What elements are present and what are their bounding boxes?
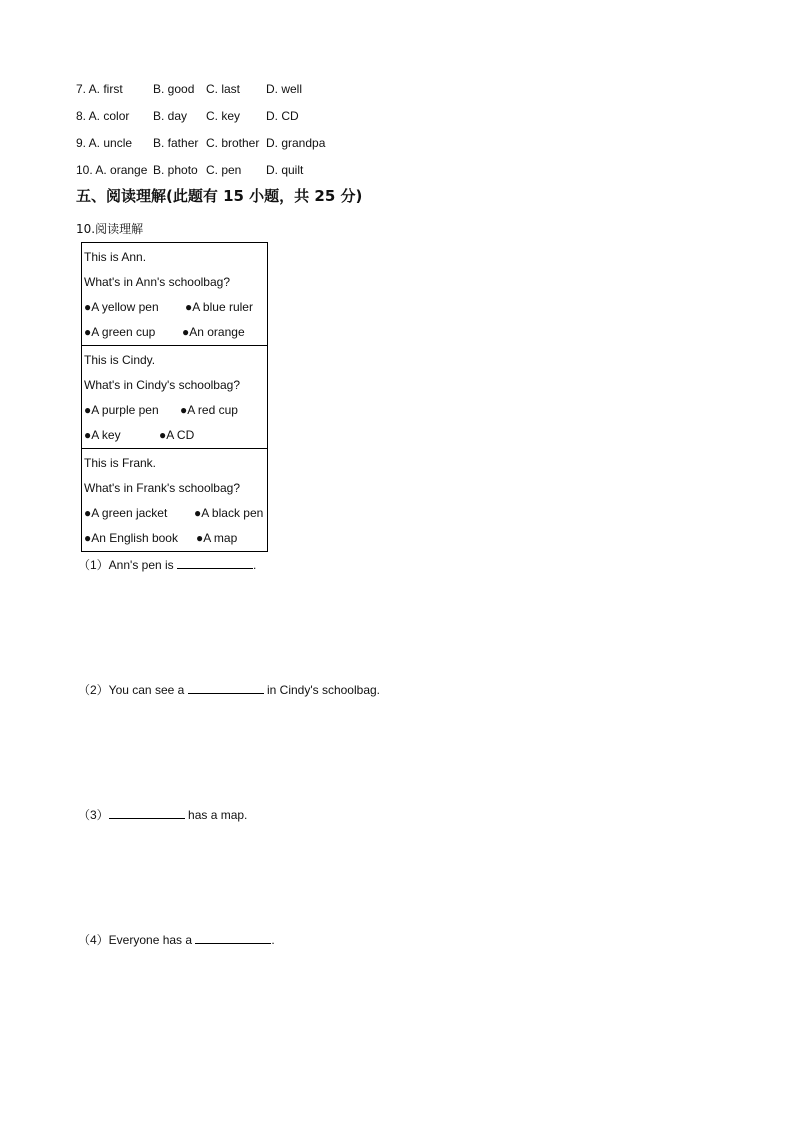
- answer-blank[interactable]: [188, 682, 264, 694]
- reading-block-ann: [82, 243, 267, 346]
- option-c: C. brother: [206, 136, 260, 150]
- option-b: B. good: [153, 82, 195, 96]
- reading-table: [81, 242, 268, 552]
- list-item: ●A yellow pen: [84, 300, 159, 314]
- section-heading: 五、阅读理解(此题有 15 小题，共 25 分): [76, 187, 363, 205]
- question-text: （2）You can see a: [78, 683, 188, 697]
- list-item: ●A key: [84, 428, 121, 442]
- list-item: ●A green jacket: [84, 506, 168, 520]
- list-item: ●A black pen: [194, 506, 264, 520]
- option-b: B. day: [153, 109, 188, 123]
- block-intro: This is Frank.: [84, 456, 157, 470]
- option-b: B. father: [153, 136, 199, 150]
- list-item: ●A purple pen: [84, 403, 159, 417]
- option-c: C. last: [206, 82, 241, 96]
- option-d: D. CD: [266, 109, 299, 123]
- question-1: [78, 557, 256, 573]
- option-a: 10. A. orange: [76, 163, 148, 177]
- option-d: D. grandpa: [266, 136, 326, 150]
- list-item: ●A green cup: [84, 325, 156, 339]
- block-intro: This is Ann.: [84, 250, 147, 264]
- option-a: 7. A. first: [76, 82, 123, 96]
- block-question: What's in Cindy's schoolbag?: [84, 378, 240, 392]
- list-item: ●An orange: [182, 325, 245, 339]
- answer-blank[interactable]: [195, 932, 271, 944]
- list-item: ●An English book: [84, 531, 178, 545]
- question-3: [78, 807, 247, 823]
- block-intro: This is Cindy.: [84, 353, 156, 367]
- question-text: .: [253, 558, 257, 572]
- question-text: （1）Ann's pen is: [78, 558, 178, 572]
- list-item: ●A map: [196, 531, 238, 545]
- answer-blank[interactable]: [177, 557, 253, 569]
- question-text: .: [271, 933, 275, 947]
- list-item: ●A CD: [159, 428, 195, 442]
- block-question: What's in Ann's schoolbag?: [84, 275, 231, 289]
- option-c: C. key: [206, 109, 241, 123]
- option-a: 8. A. color: [76, 109, 130, 123]
- list-item: ●A red cup: [180, 403, 238, 417]
- question-text: in Cindy's schoolbag.: [263, 683, 380, 697]
- option-a: 9. A. uncle: [76, 136, 133, 150]
- option-b: B. photo: [153, 163, 198, 177]
- question-4: [78, 932, 275, 948]
- option-d: D. well: [266, 82, 303, 96]
- question-text: （4）Everyone has a: [78, 933, 196, 947]
- block-question: What's in Frank's schoolbag?: [84, 481, 240, 495]
- reading-block-cindy: [82, 346, 267, 449]
- question-text: has a map.: [184, 808, 248, 822]
- reading-block-frank: [82, 449, 267, 551]
- question-2: [78, 682, 380, 698]
- answer-blank[interactable]: [109, 807, 185, 819]
- list-item: ●A blue ruler: [185, 300, 253, 314]
- question-label: 10.阅读理解: [76, 222, 144, 236]
- question-text: （3）: [78, 808, 109, 822]
- option-c: C. pen: [206, 163, 242, 177]
- option-d: D. quilt: [266, 163, 304, 177]
